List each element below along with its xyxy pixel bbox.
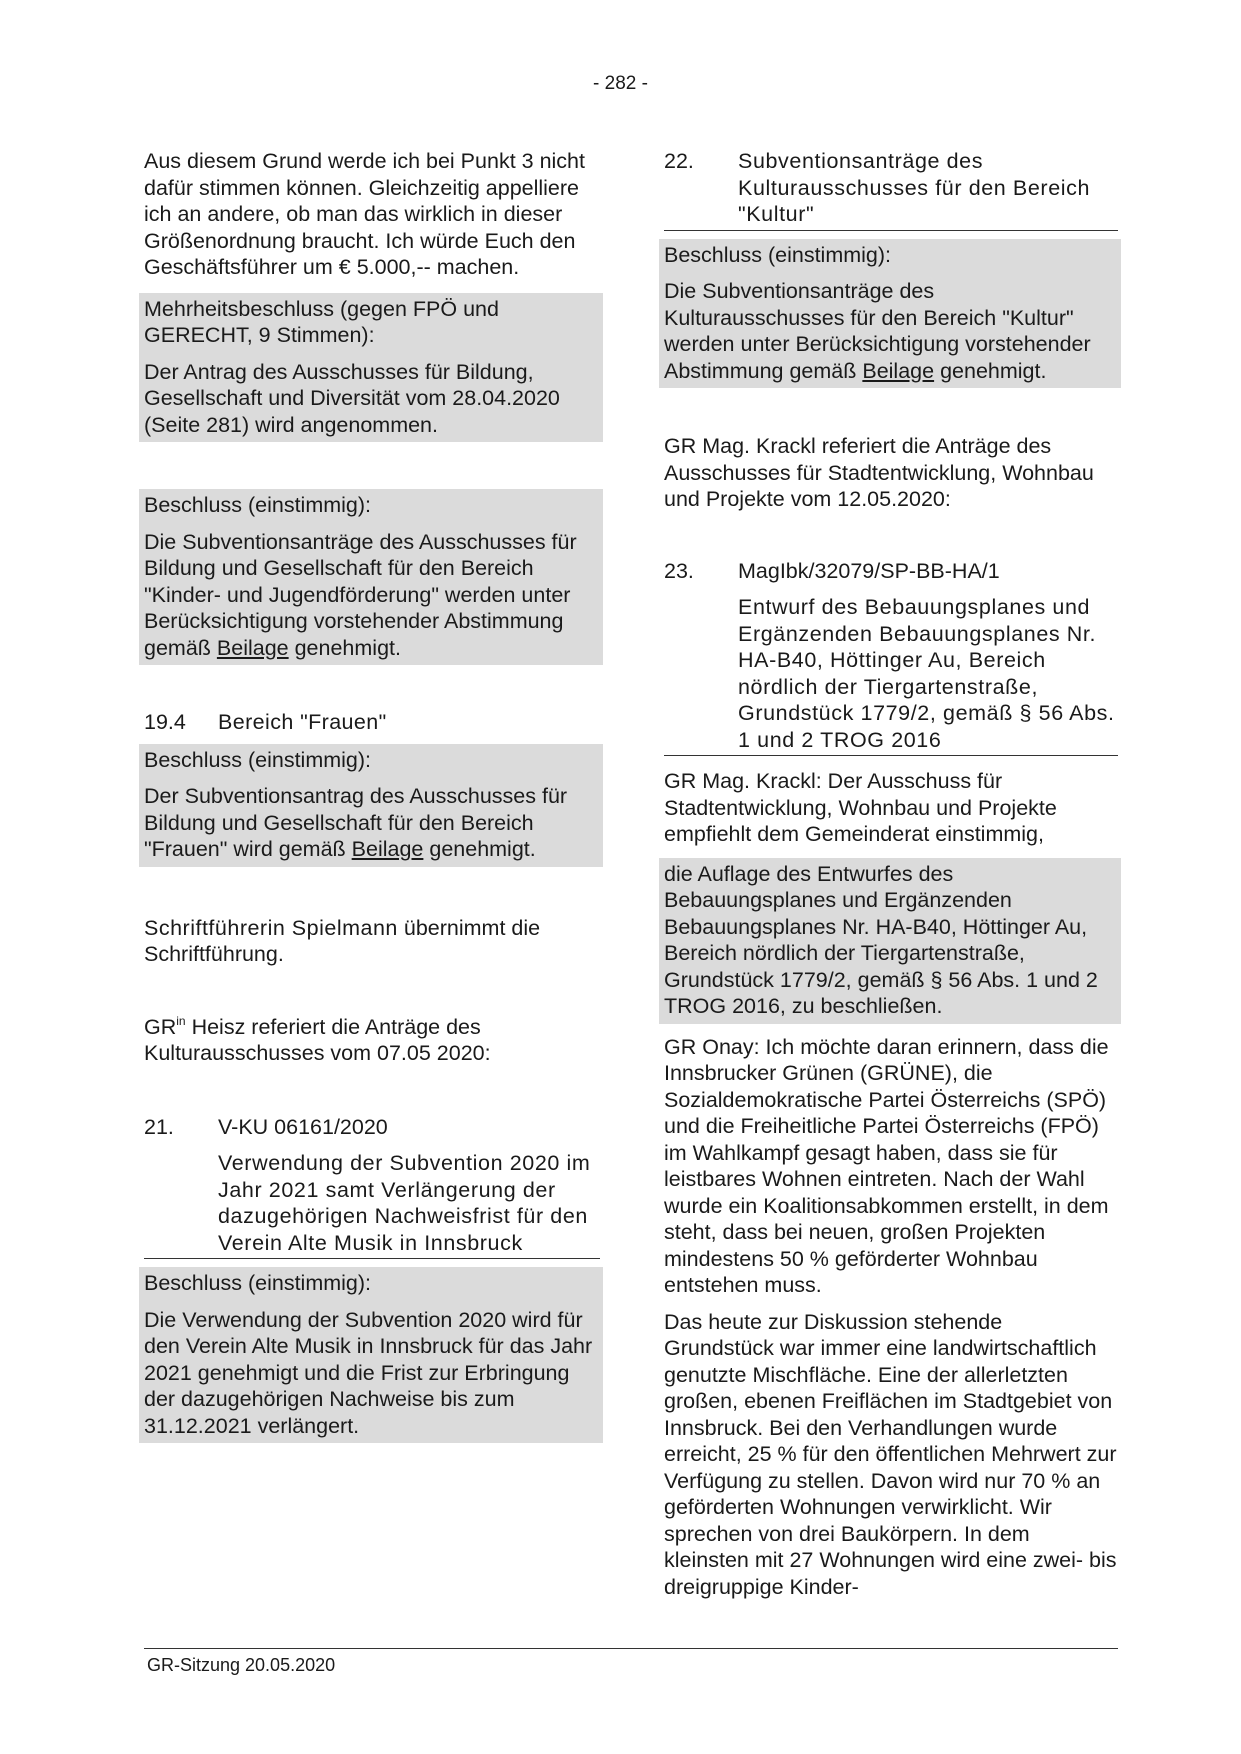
- krackl-intro-paragraph: GR Mag. Krackl referiert die Anträge des Ausschusses für Stadtentwicklung, Wohnbau und Projekte vom 12.05.2020:: [664, 434, 1094, 511]
- item-description: Verwendung der Subvention 2020 im Jahr 2021 samt Verlängerung der dazugehörigen Nachweisfrist für den Verein Alte Musik in Innsbruck: [218, 1151, 591, 1255]
- heisz-intro-paragraph: $GR^{in}$ Heisz referiert die Anträge des Kulturausschusses vom 07.05 2020:: [144, 1013, 491, 1065]
- decision-text: Die Subventionsanträge des Ausschusses für Bildung und Gesellschaft für den Bereich "Kinder- und Jugendförderung" werden unter Berücksichtigung vorstehender Abstimmung gemäß Beilage genehmigt.: [144, 529, 577, 660]
- decision-block-kultur: [659, 239, 1121, 389]
- decision-label: Beschluss (einstimmig):: [144, 1271, 371, 1295]
- item-code: V-KU 06161/2020: [218, 1114, 388, 1139]
- left-column: [144, 148, 600, 1443]
- decision-block-alte-musik: [139, 1267, 603, 1443]
- decision-text: Die Verwendung der Subvention 2020 wird für den Verein Alte Musik in Innsbruck für das Jahr 2021 genehmigt und die Frist zur Erbringung der dazugehörigen Nachweise bis zum 31.12.2021 verlängert.: [144, 1307, 593, 1438]
- item-22-heading: [664, 148, 1118, 231]
- footer-divider: [144, 1648, 1118, 1649]
- decision-label: Mehrheitsbeschluss (gegen FPÖ und GERECHT, 9 Stimmen):: [144, 296, 499, 347]
- decision-block-majority: [139, 293, 603, 443]
- onay-paragraph-2: Das heute zur Diskussion stehende Grundstück war immer eine landwirtschaftlich genutzte Mischfläche. Eine der allerletzten großen, ebenen Freiflächen im Stadtgebiet von Innsbruck. Bei den Verhandlungen wurde erreicht, 25 % für den öffentlichen Mehrwert zur Verfügung zu stellen. Davon wird nur 70 % an geförderten Wohnungen verwirklicht. Wir sprechen von drei Baukörpern. In dem kleinsten mit 27 Wohnungen wird eine zwei- bis dreigruppige Kinder-: [664, 1309, 1117, 1599]
- intro-paragraph: Aus diesem Grund werde ich bei Punkt 3 nicht dafür stimmen können. Gleichzeitig appelliere ich an andere, ob man das wirklich in dieser Größenordnung braucht. Ich würde Euch den Geschäftsführer um € 5.000,-- machen.: [144, 149, 585, 279]
- onay-paragraph: GR Onay: Ich möchte daran erinnern, dass die Innsbrucker Grünen (GRÜNE), die Sozialdemokratische Partei Österreichs (SPÖ) und die Freiheitliche Partei Österreichs (FPÖ) im Wahlkampf gesagt haben, dass sie für leistbares Wohnen eintreten. Nach der Wahl wurde ein Koalitionsabkommen erstellt, in dem steht, dass bei neuen, großen Projekten mindestens 50 % geförderter Wohnbau entstehen muss.: [664, 1034, 1109, 1297]
- item-code: MagIbk/32079/SP-BB-HA/1: [738, 558, 1000, 583]
- resolution-block-bebauungsplan: [659, 858, 1121, 1024]
- beilage-link[interactable]: Beilage: [216, 635, 289, 660]
- decision-label: Beschluss (einstimmig):: [144, 493, 371, 517]
- beilage-link[interactable]: Beilage: [862, 358, 935, 383]
- decision-block-women: [139, 744, 603, 867]
- item-title: Subventionsanträge des Kulturausschusses für den Bereich "Kultur": [738, 149, 1091, 226]
- right-column: [664, 148, 1118, 1600]
- section-title: Bereich "Frauen": [218, 710, 387, 734]
- decision-block-youth: [139, 489, 603, 665]
- item-description: Entwurf des Bebauungsplanes und Ergänzenden Bebauungsplanes Nr. HA-B40, Höttinger Au, Bereich nördlich der Tiergartenstraße, Grundstück 1779/2, gemäß § 56 Abs. 1 und 2 TROG 2016: [738, 595, 1115, 752]
- page-number: - 282 -: [593, 73, 648, 94]
- item-23-heading: [664, 558, 1118, 757]
- footer-text: GR-Sitzung 20.05.2020: [147, 1655, 336, 1675]
- item-number: 22.: [664, 149, 694, 173]
- decision-text: Die Subventionsanträge des Kulturausschusses für den Bereich "Kultur" werden unter Berücksichtigung vorstehender Abstimmung gemäß Beilage genehmigt.: [664, 279, 1091, 383]
- item-21-heading: [144, 1114, 600, 1260]
- decision-text: Der Subventionsantrag des Ausschusses für Bildung und Gesellschaft für den Bereich "Frauen" wird gemäß Beilage genehmigt.: [144, 784, 568, 861]
- section-number: 19.4: [144, 710, 186, 734]
- decision-label: Beschluss (einstimmig):: [664, 242, 891, 267]
- beilage-link[interactable]: Beilage: [351, 837, 424, 861]
- item-number: 21.: [144, 1114, 174, 1139]
- krackl-recommendation: GR Mag. Krackl: Der Ausschuss für Stadtentwicklung, Wohnbau und Projekte empfiehlt dem Gemeinderat einstimmig,: [664, 769, 1057, 846]
- resolution-text: die Auflage des Entwurfes des Bebauungsplanes und Ergänzenden Bebauungsplanes Nr. HA-B40, Höttinger Au, Bereich nördlich der Tiergartenstraße, Grundstück 1779/2, gemäß § 56 Abs. 1 und 2 TROG 2016, zu beschließen.: [664, 861, 1098, 1018]
- item-number: 23.: [664, 558, 694, 583]
- section-19-4-heading: [144, 709, 600, 736]
- schriftfuehrung-paragraph: Schriftführerin Spielmann übernimmt die Schriftführung.: [144, 915, 541, 966]
- decision-label: Beschluss (einstimmig):: [144, 747, 371, 772]
- decision-text: Der Antrag des Ausschusses für Bildung, Gesellschaft und Diversität vom 28.04.2020 (Seite 281) wird angenommen.: [144, 359, 560, 437]
